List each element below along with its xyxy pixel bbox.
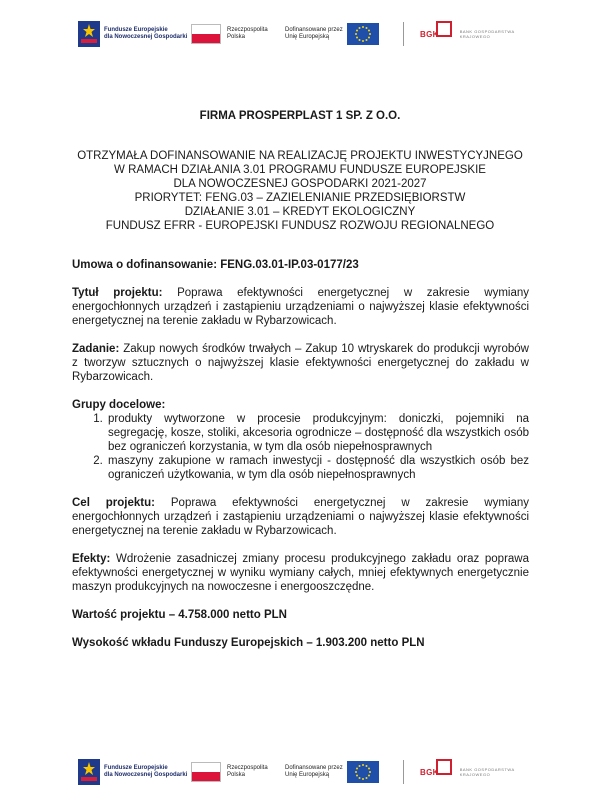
grant-line: OTRZYMAŁA DOFINANSOWANIE NA REALIZACJĘ PROJEKTU INWESTYCYJNEGO: [77, 150, 523, 162]
fe-stars-icon: [78, 759, 100, 785]
logo-bar-top: [70, 14, 540, 54]
grant-line: W RAMACH DZIAŁANIA 3.01 PROGRAMU FUNDUSZE EUROPEJSKIE: [114, 164, 486, 176]
bgk-square-icon: [436, 21, 452, 37]
poland-flag-icon: [191, 762, 221, 782]
fe-logo: [78, 14, 187, 54]
rp-logo-line1: Rzeczpospolita: [227, 27, 268, 33]
effects-label: Efekty:: [72, 553, 111, 565]
bgk-mark: BGK: [420, 29, 439, 39]
project-title-label: Tytuł projektu:: [72, 287, 163, 299]
target-groups-label: Grupy docelowe:: [72, 399, 166, 411]
fe-logo-line1: Fundusze Europejskie: [104, 27, 168, 33]
bgk-square-icon: [436, 759, 452, 775]
logo-separator: [403, 22, 404, 46]
eu-logo-line2: Unię Europejską: [285, 34, 330, 40]
bgk-mark: BGK: [420, 767, 439, 777]
project-title-section: [72, 286, 529, 328]
poland-flag-icon: [191, 24, 221, 44]
eu-logo: [285, 752, 379, 792]
task-text: Zakup nowych środków trwałych – Zakup 10 wtryskarek do produkcji wyrobów z tworzyw sztucznych o najwyższej klasie efektywności energetycznej do zakładu w Rybarzowicach.: [72, 343, 529, 383]
fe-logo: [78, 752, 187, 792]
agreement-number: Umowa o dofinansowanie: FENG.03.01-IP.03-0177/23: [72, 259, 359, 271]
goal-label: Cel projektu:: [72, 497, 155, 509]
eu-flag-icon: [347, 23, 379, 45]
list-item: 2. maszyny zakupione w ramach inwestycji - dostępność dla wszystkich osób bez ograniczeń użytkowania, w tym dla osób niepełnosprawnych: [106, 454, 529, 482]
goal-section: [72, 496, 529, 538]
target-groups-list: [72, 412, 529, 482]
eu-logo: [285, 14, 379, 54]
eu-contribution: Wysokość wkładu Funduszy Europejskich – 1.903.200 netto PLN: [72, 637, 425, 649]
bgk-logo-line2: KRAJOWEGO: [459, 34, 491, 39]
logo-bar-bottom: [70, 752, 540, 792]
eu-flag-icon: [347, 761, 379, 783]
bgk-logo-line1: BANK GOSPODARSTWA: [459, 29, 515, 34]
bgk-logo-line1: BANK GOSPODARSTWA: [459, 767, 515, 772]
effects-text: Wdrożenie zasadniczej zmiany procesu produkcyjnego zakładu oraz poprawa efektywności energetycznej w wyniku wymiany całych, mniej efektywnych energetycznie maszyn produkcyjnych na nowoczesne i energooszczędne.: [72, 553, 529, 593]
rp-logo-line2: Polska: [227, 772, 246, 778]
logo-separator: [403, 760, 404, 784]
effects-section: [72, 552, 529, 594]
bgk-logo-line2: KRAJOWEGO: [459, 772, 491, 777]
task-section: [72, 342, 529, 384]
fe-logo-line2: dla Nowoczesnej Gospodarki: [104, 772, 188, 778]
eu-logo-line1: Dofinansowane przez: [285, 27, 343, 33]
fe-logo-line1: Fundusze Europejskie: [104, 765, 168, 771]
eu-logo-line2: Unię Europejską: [285, 772, 330, 778]
grant-info: [70, 149, 530, 233]
rp-logo: [191, 14, 268, 54]
fe-stars-icon: [78, 21, 100, 47]
rp-logo-line2: Polska: [227, 34, 246, 40]
bgk-logo: [420, 752, 515, 792]
task-label: Zadanie:: [72, 343, 120, 355]
grant-line: DLA NOWOCZESNEJ GOSPODARKI 2021-2027: [173, 178, 427, 190]
rp-logo-line1: Rzeczpospolita: [227, 765, 268, 771]
bgk-logo: [420, 14, 515, 54]
project-title-text: Poprawa efektywności energetycznej w zakresie wymiany energochłonnych urządzeń i zastąpieniu urządzeniami o najwyższej klasie efektywności energetycznej na terenie zakładu w Rybarzowicach.: [72, 287, 529, 327]
grant-line: FUNDUSZ EFRR - EUROPEJSKI FUNDUSZ ROZWOJU REGIONALNEGO: [105, 220, 495, 232]
grant-line: DZIAŁANIE 3.01 – KREDYT EKOLOGICZNY: [184, 206, 416, 218]
project-details: [72, 258, 529, 664]
rp-logo: [191, 752, 268, 792]
company-name: FIRMA PROSPERPLAST 1 SP. Z O.O.: [199, 110, 401, 122]
grant-line: PRIORYTET: FENG.03 – ZAZIELENIANIE PRZEDSIĘBIORSTW: [134, 192, 466, 204]
list-item: 1. produkty wytworzone w procesie produkcyjnym: doniczki, pojemniki na segregację, kosze, stoliki, akcesoria ogrodnicze – dostępność dla wszystkich osób bez ograniczeń korzystania, w tym dla osób niepełnosprawnych: [106, 412, 529, 454]
project-value: Wartość projektu – 4.758.000 netto PLN: [72, 609, 287, 621]
eu-logo-line1: Dofinansowane przez: [285, 765, 343, 771]
fe-logo-line2: dla Nowoczesnej Gospodarki: [104, 34, 188, 40]
goal-text: Poprawa efektywności energetycznej w zakresie wymiany energochłonnych urządzeń i zastąpieniu urządzeniami o najwyższej klasie efektywności energetycznej na terenie zakładu w Rybarzowicach.: [72, 497, 529, 537]
